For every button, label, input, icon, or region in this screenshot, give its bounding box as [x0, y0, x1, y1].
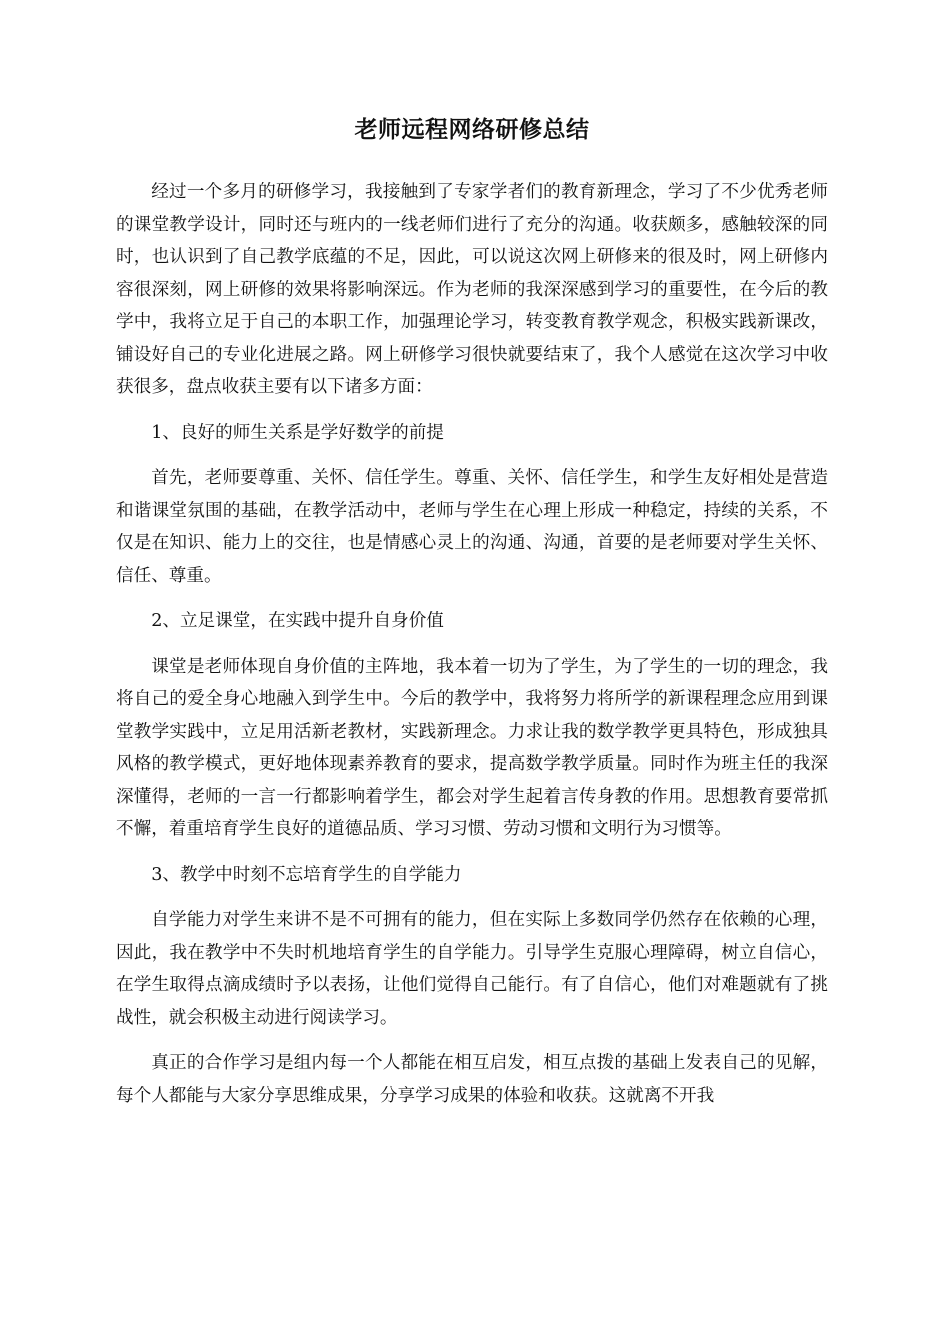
- cooperative-learning-paragraph: 真正的合作学习是组内每一个人都能在相互启发，相互点拨的基础上发表自己的见解，每个人都能与大家分享思维成果，分享学习成果的体验和收获。这就离不开我: [116, 1053, 828, 1106]
- document-title: 老师远程网络研修总结: [354, 117, 590, 143]
- section-3-paragraph: 自学能力对学生来讲不是不可拥有的能力，但在实际上多数同学仍然存在依赖的心理，因此，我在教学中不失时机地培育学生的自学能力。引导学生克服心理障碍，树立自信心，在学生取得点滴成绩时予以表扬，让他们觉得自己能行。有了自信心，他们对难题就有了挑战性，就会积极主动进行阅读学习。: [116, 910, 828, 1028]
- section-heading-2: 2、立足课堂，在实践中提升自身价值: [151, 611, 444, 631]
- document-body: [116, 108, 828, 1125]
- section-1-paragraph: 首先，老师要尊重、关怀、信任学生。尊重、关怀、信任学生，和学生友好相处是营造和谐课堂氛围的基础，在教学活动中，老师与学生在心理上形成一种稳定，持续的关系，不仅是在知识、能力上的交往，也是情感心灵上的沟通、沟通，首要的是老师要对学生关怀、信任、尊重。: [116, 468, 828, 586]
- section-heading-1: 1、良好的师生关系是学好数学的前提: [151, 422, 444, 443]
- section-2-paragraph: 课堂是老师体现自身价值的主阵地，我本着一切为了学生，为了学生的一切的理念，我将自己的爱全身心地融入到学生中。今后的教学中，我将努力将所学的新课程理念应用到课堂教学实践中，立足用活新老教材，实践新理念。力求让我的数学教学更具特色，形成独具风格的教学模式，更好地体现素养教育的要求，提高数学教学质量。同时作为班主任的我深深懂得，老师的一言一行都影响着学生，都会对学生起着言传身教的作用。思想教育要常抓不懈，着重培育学生良好的道德品质、学习习惯、劳动习惯和文明行为习惯等。: [116, 656, 828, 839]
- intro-paragraph: 经过一个多月的研修学习，我接触到了专家学者们的教育新理念，学习了不少优秀老师的课堂教学设计，同时还与班内的一线老师们进行了充分的沟通。收获颇多，感触较深的同时，也认识到了自己教学底蕴的不足，因此，可以说这次网上研修来的很及时，网上研修内容很深刻，网上研修的效果将影响深远。作为老师的我深深感到学习的重要性，在今后的教学中，我将立足于自己的本职工作，加强理论学习，转变教育教学观念，积极实践新课改，铺设好自己的专业化进展之路。网上研修学习很快就要结束了，我个人感觉在这次学习中收获很多，盘点收获主要有以下诸多方面：: [116, 182, 828, 397]
- section-heading-3: 3、教学中时刻不忘培育学生的自学能力: [151, 864, 462, 885]
